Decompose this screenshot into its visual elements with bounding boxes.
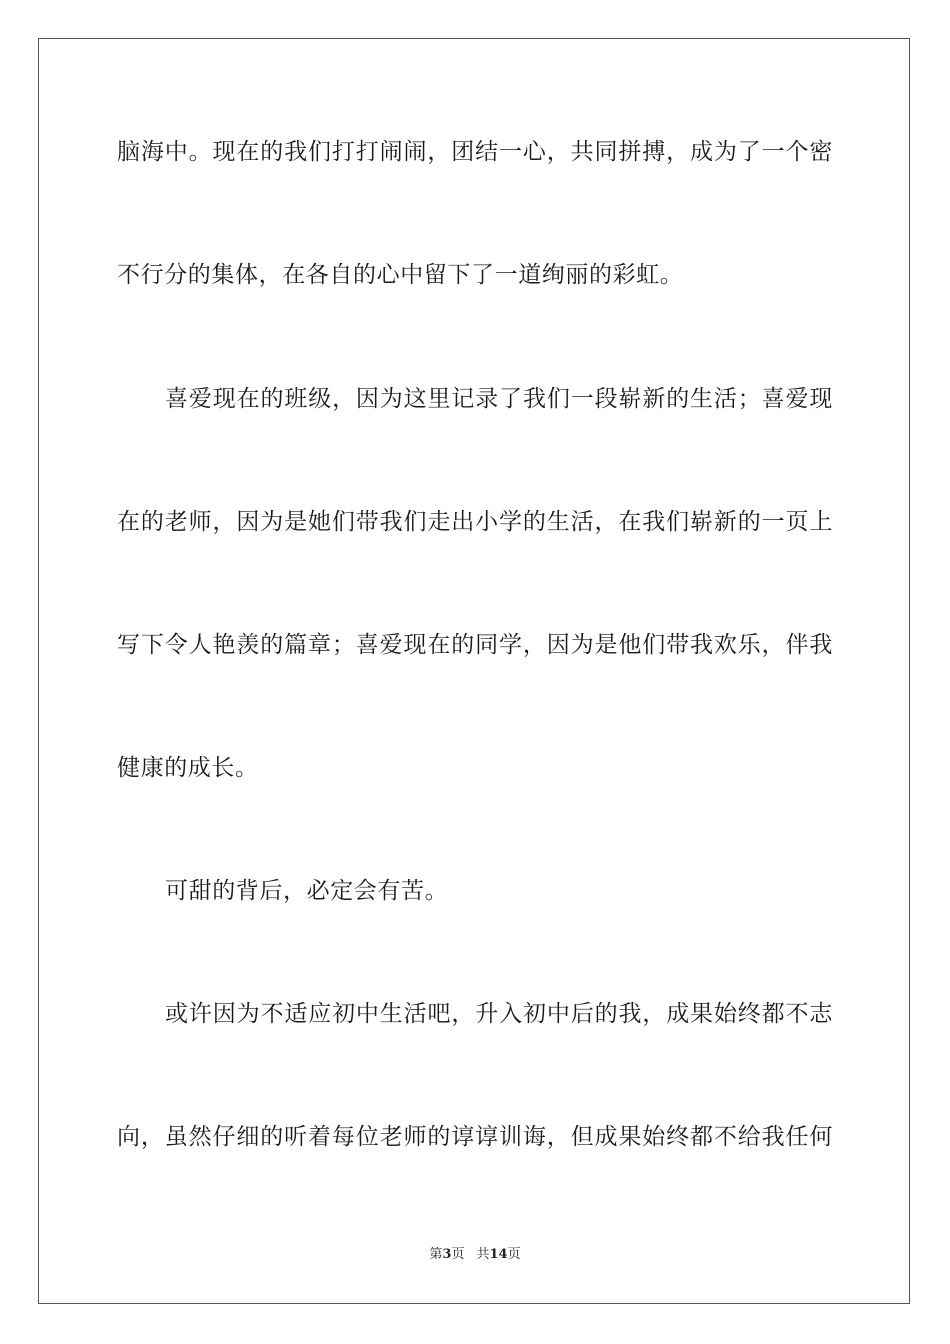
text-line-4: 在的老师，因为是她们带我们走出小学的生活，在我们崭新的一页上 (117, 509, 833, 535)
text-line-2: 不行分的集体，在各自的心中留下了一道绚丽的彩虹。 (117, 262, 684, 288)
total-prefix: 共 (476, 1247, 490, 1262)
page-footer (0, 1247, 950, 1263)
text-line-9: 向，虽然仔细的听着每位老师的谆谆训诲，但成果始终都不给我任何 (117, 1124, 833, 1150)
page-current-number: 3 (442, 1247, 452, 1262)
text-line-8: 或许因为不适应初中生活吧，升入初中后的我，成果始终都不志 (165, 1001, 833, 1027)
page-frame (38, 38, 910, 1304)
text-line-3: 喜爱现在的班级，因为这里记录了我们一段崭新的生活；喜爱现 (165, 386, 833, 412)
text-line-6: 健康的成长。 (117, 755, 259, 781)
page-prefix: 第 (429, 1247, 443, 1262)
text-line-5: 写下令人艳羡的篇章；喜爱现在的同学，因为是他们带我欢乐，伴我 (117, 632, 833, 658)
text-line-7: 可甜的背后，必定会有苦。 (165, 878, 449, 904)
text-line-1: 脑海中。现在的我们打打闹闹，团结一心，共同拼搏，成为了一个密 (117, 139, 833, 165)
total-suffix: 页 (507, 1247, 521, 1262)
page-total-number: 14 (489, 1247, 508, 1262)
page-suffix: 页 (451, 1247, 465, 1262)
